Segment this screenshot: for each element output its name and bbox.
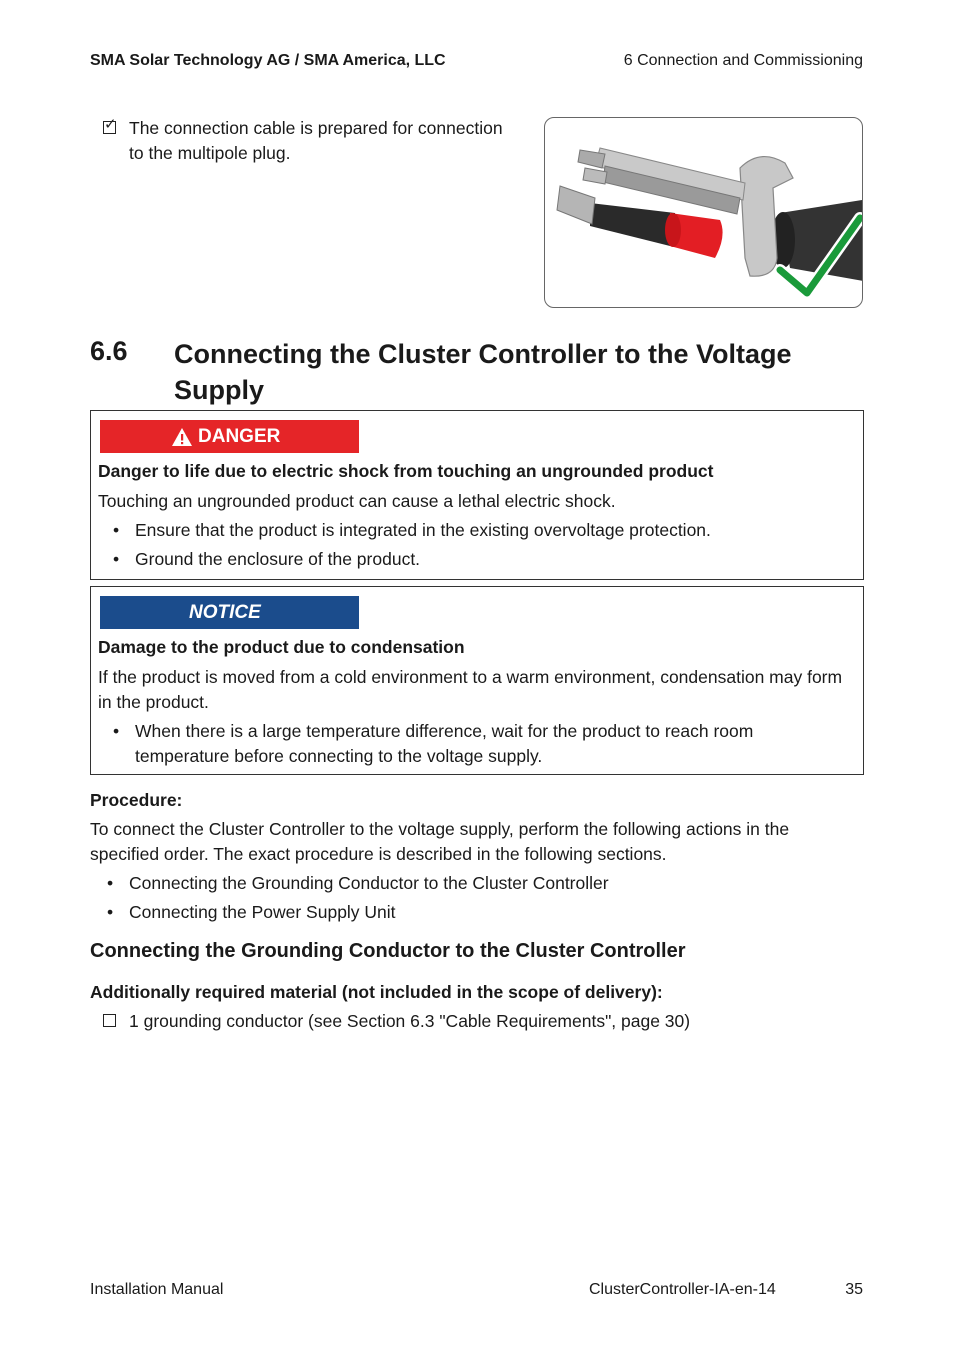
footer-doc-type: Installation Manual [90,1281,224,1298]
notice-text-line-1: If the product is moved from a cold environment to a warm environment, condensation may form [98,667,843,687]
empty-checkbox-icon [103,1014,116,1027]
material-item: 1 grounding conductor (see Section 6.3 "Cable Requirements", page 30) [129,1011,691,1031]
section-title [174,336,864,408]
header-chapter: 6 Connection and Commissioning [623,52,863,69]
notice-banner [100,596,359,629]
procedure-line-2: specified order. The exact procedure is described in the following sections. [90,844,667,864]
prerequisite-text [129,116,529,166]
section-title-line-2: Supply [174,375,265,405]
procedure-heading: Procedure: [90,790,183,810]
notice-heading: Damage to the product due to condensation [98,637,465,657]
danger-text: Touching an ungrounded product can cause a lethal electric shock. [98,491,616,511]
section-number: 6.6 [90,336,128,366]
subsection-title: Connecting the Grounding Conductor to the Cluster Controller [90,940,686,962]
prerequisite-line-2: to the multipole plug. [129,143,291,163]
notice-bullet-line-1: When there is a large temperature difference, wait for the product to reach room [135,721,754,741]
danger-box: DANGER Danger to life due to electric shock from touching an ungrounded product Touching an ungrounded product can cause a lethal electric shock. • Ensure that the product is integrated in the existing overvoltage protection. • Ground the enclosure of the product. [90,410,864,580]
material-heading: Additionally required material (not included in the scope of delivery): [90,982,663,1002]
notice-box: NOTICE Damage to the product due to condensation If the product is moved from a cold environment to a warm environment, condensation may form in the product. • When there is a large temperature difference, wait for the product to reach room temperature before connecting to the voltage supply. [90,586,864,775]
checked-box-icon [103,121,116,134]
prepared-cable-image [545,118,863,308]
section-title-line-1: Connecting the Cluster Controller to the Voltage [174,339,792,369]
notice-bullet-line-2: temperature before connecting to the voltage supply. [135,746,543,766]
danger-banner [100,420,359,453]
procedure-line-1: To connect the Cluster Controller to the voltage supply, perform the following actions in the [90,819,790,839]
footer-page-number: 35 [845,1281,863,1298]
notice-label: NOTICE [189,602,261,623]
cable-illustration [544,117,863,308]
warning-triangle-icon [171,427,193,447]
footer-doc-id: ClusterController-IA-en-14 [589,1281,776,1298]
procedure-text [90,817,870,867]
danger-heading: Danger to life due to electric shock from touching an ungrounded product [98,461,714,481]
danger-label: DANGER [198,426,281,447]
notice-text-line-2: in the product. [98,692,209,712]
notice-text [98,665,858,715]
header-company: SMA Solar Technology AG / SMA America, LLC [90,52,446,69]
prerequisite-line-1: The connection cable is prepared for connection [129,118,503,138]
